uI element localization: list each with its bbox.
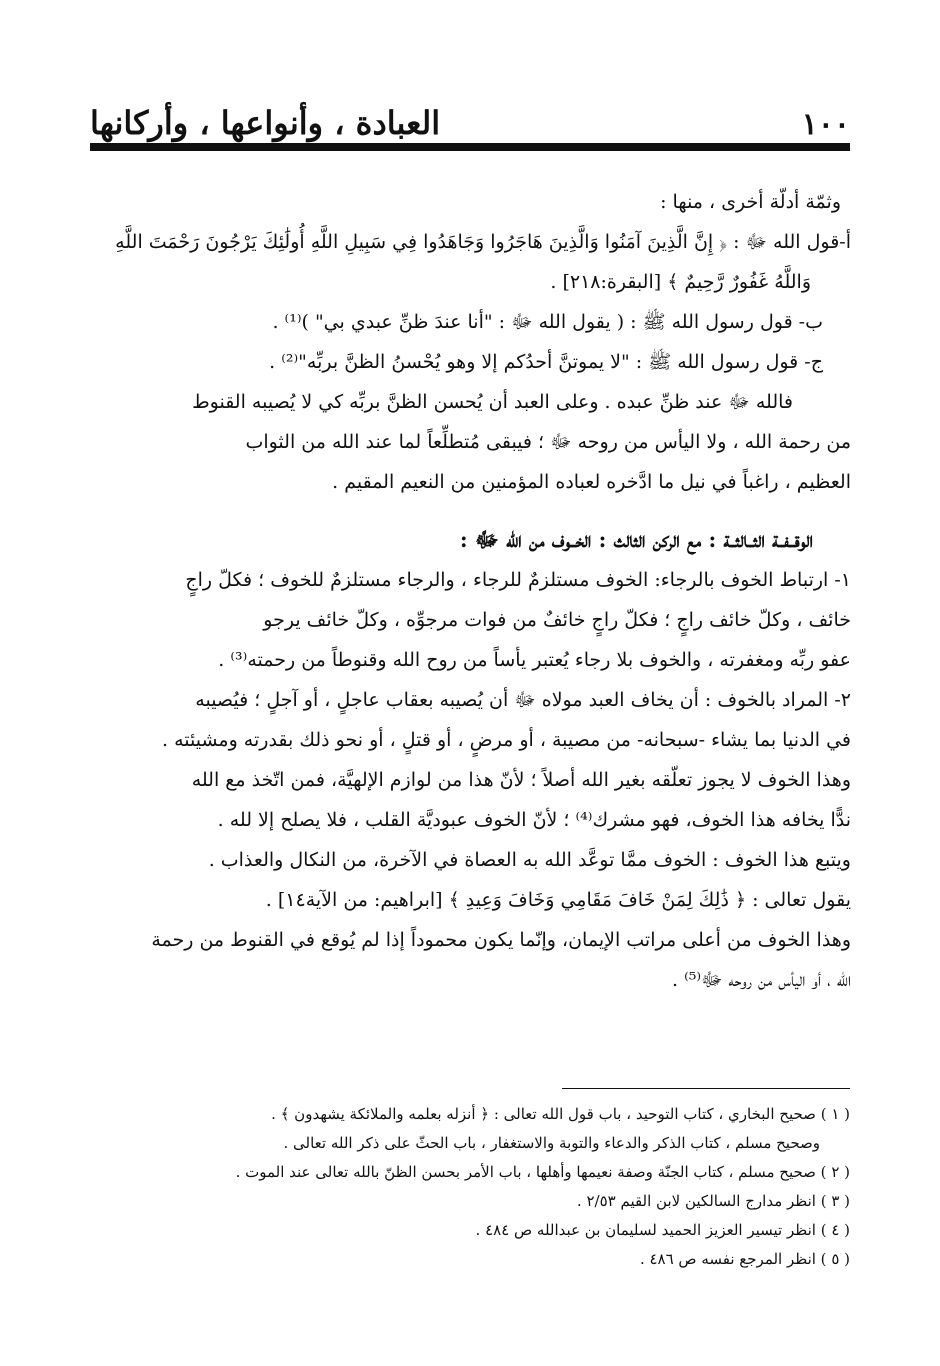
footnote-1: ( ١ ) صحيح البخاري ، كتاب التوحيد ، باب قول الله تعالى : ﴿ أنزله بعلمه والملائكة يشهدون ﴾ . <box>271 1105 850 1123</box>
footnote-5: ( ٥ ) انظر المرجع نفسه ص ٤٨٦ . <box>639 1250 850 1268</box>
footnote-3: ( ٣ ) انظر مدارج السالكين لابن القيم ٢/٥٣ . <box>576 1192 850 1210</box>
footnotes <box>110 1100 850 1274</box>
paragraph-1-line-1: فالله ﷻ عند ظنِّ عبده . وعلى العبد أن يُحسن الظنَّ بربِّه كي لا يُصيبه القنوط <box>192 391 793 413</box>
footnote-4: ( ٤ ) انظر تيسير العزيز الحميد لسليمان بن عبدالله ص ٤٨٤ . <box>475 1221 850 1239</box>
paragraph-1-line-3: العظيم ، راغباً في نيل ما ادَّخره لعباده المؤمنين من النعيم المقيم . <box>332 471 851 493</box>
point-2-line-8: الله ، أو اليأس من روحه ﷻ⁽⁵⁾ . <box>671 969 851 991</box>
point-2-line-1: ٢- المراد بالخوف : أن يخاف العبد مولاه ﷻ أن يُصيبه بعقاب عاجلٍ ، أو آجلٍ ؛ فيُصيبه <box>195 689 851 711</box>
point-2-line-7: وهذا الخوف من أعلى مراتب الإيمان، وإنّما يكون محموداً إذا لم يُوقع في القنوط من رحمة <box>151 929 851 951</box>
header-rule <box>90 143 850 151</box>
evidence-a-line-1: أ-قول الله ﷻ : ﴿ إِنَّ الَّذِينَ آمَنُوا وَالَّذِينَ هَاجَرُوا وَجَاهَدُوا فِي سَبِيلِ اللَّهِ أُولَٰئِكَ يَرْجُونَ رَحْمَتَ اللَّهِ <box>115 231 851 253</box>
point-2-line-5: ويتبع هذا الخوف : الخوف ممَّا توعَّد الله به العصاة في الآخرة، من النكال والعذاب . <box>208 849 851 871</box>
footnote-separator <box>562 1088 850 1089</box>
page-header <box>90 82 850 142</box>
evidence-c: ج- قول رسول الله ﷺ : "لا يموتنَّ أحدُكم إلا وهو يُحْسنُ الظنَّ بربِّه"⁽²⁾ . <box>269 351 823 373</box>
section-heading: الوقــفــة الثــالثــة : مع الركن الثالث : الخــوف من الله ﷻ : <box>459 527 813 552</box>
running-title: العبادة ، وأنواعها ، وأركانها <box>90 104 441 142</box>
point-2-line-3: وهذا الخوف لا يجوز تعلّقه بغير الله أصلاً ؛ لأنّ هذا من لوازم الإلهيَّة، فمن اتّخذ مع الله <box>191 769 851 791</box>
intro-line: وثمّة أدلّة أخرى ، منها : <box>660 191 841 213</box>
page-number: ١٠٠ <box>801 107 850 142</box>
footnote-1-continued: وصحيح مسلم ، كتاب الذكر والدعاء والتوبة والاستغفار ، باب الحثّ على ذكر الله تعالى . <box>283 1134 820 1152</box>
point-1-line-3: عفو ربِّه ومغفرته ، والخوف بلا رجاء يُعتبر يأساً من روح الله وقنوطاً من رحمته⁽³⁾ . <box>218 649 851 671</box>
point-1-line-2: خائف ، وكلّ خائف راجٍ ؛ فكلّ راجٍ خائفٌ من فوات مرجوِّه ، وكلّ خائف يرجو <box>263 609 851 631</box>
footnote-2: ( ٢ ) صحيح مسلم ، كتاب الجنّة وصفة نعيمها وأهلها ، باب الأمر بحسن الظنّ بالله تعالى عند الموت . <box>235 1163 850 1181</box>
point-2-line-4: ندًّا يخافه هذا الخوف، فهو مشرك⁽⁴⁾ ؛ لأنّ الخوف عبوديَّة القلب ، فلا يصلح إلا لله . <box>217 809 851 831</box>
evidence-b: ب- قول رسول الله ﷺ : ( يقول الله ﷻ : "أنا عندَ ظنِّ عبدي بي" )⁽¹⁾ . <box>272 311 823 333</box>
main-text <box>95 182 851 1000</box>
paragraph-1-line-2: من رحمة الله ، ولا اليأس من روحه ﷻ ؛ فيبقى مُتطلِّعاً لما عند الله من الثواب <box>245 431 851 453</box>
evidence-a-line-2: وَاللَّهُ غَفُورٌ رَّحِيمٌ ﴾ [البقرة:٢١٨] . <box>550 271 811 293</box>
point-2-line-2: في الدنيا بما يشاء -سبحانه- من مصيبة ، أو مرضٍ ، أو قتلٍ ، أو نحو ذلك بقدرته ومشيئته . <box>162 729 851 751</box>
point-2-line-6: يقول تعالى : ﴿ ذَٰلِكَ لِمَنْ خَافَ مَقَامِي وَخَافَ وَعِيدِ ﴾ [ابراهيم: من الآية١٤] . <box>265 889 851 911</box>
point-1-line-1: ١- ارتباط الخوف بالرجاء: الخوف مستلزمٌ للرجاء ، والرجاء مستلزمٌ للخوف ؛ فكلّ راجٍ <box>185 569 851 591</box>
